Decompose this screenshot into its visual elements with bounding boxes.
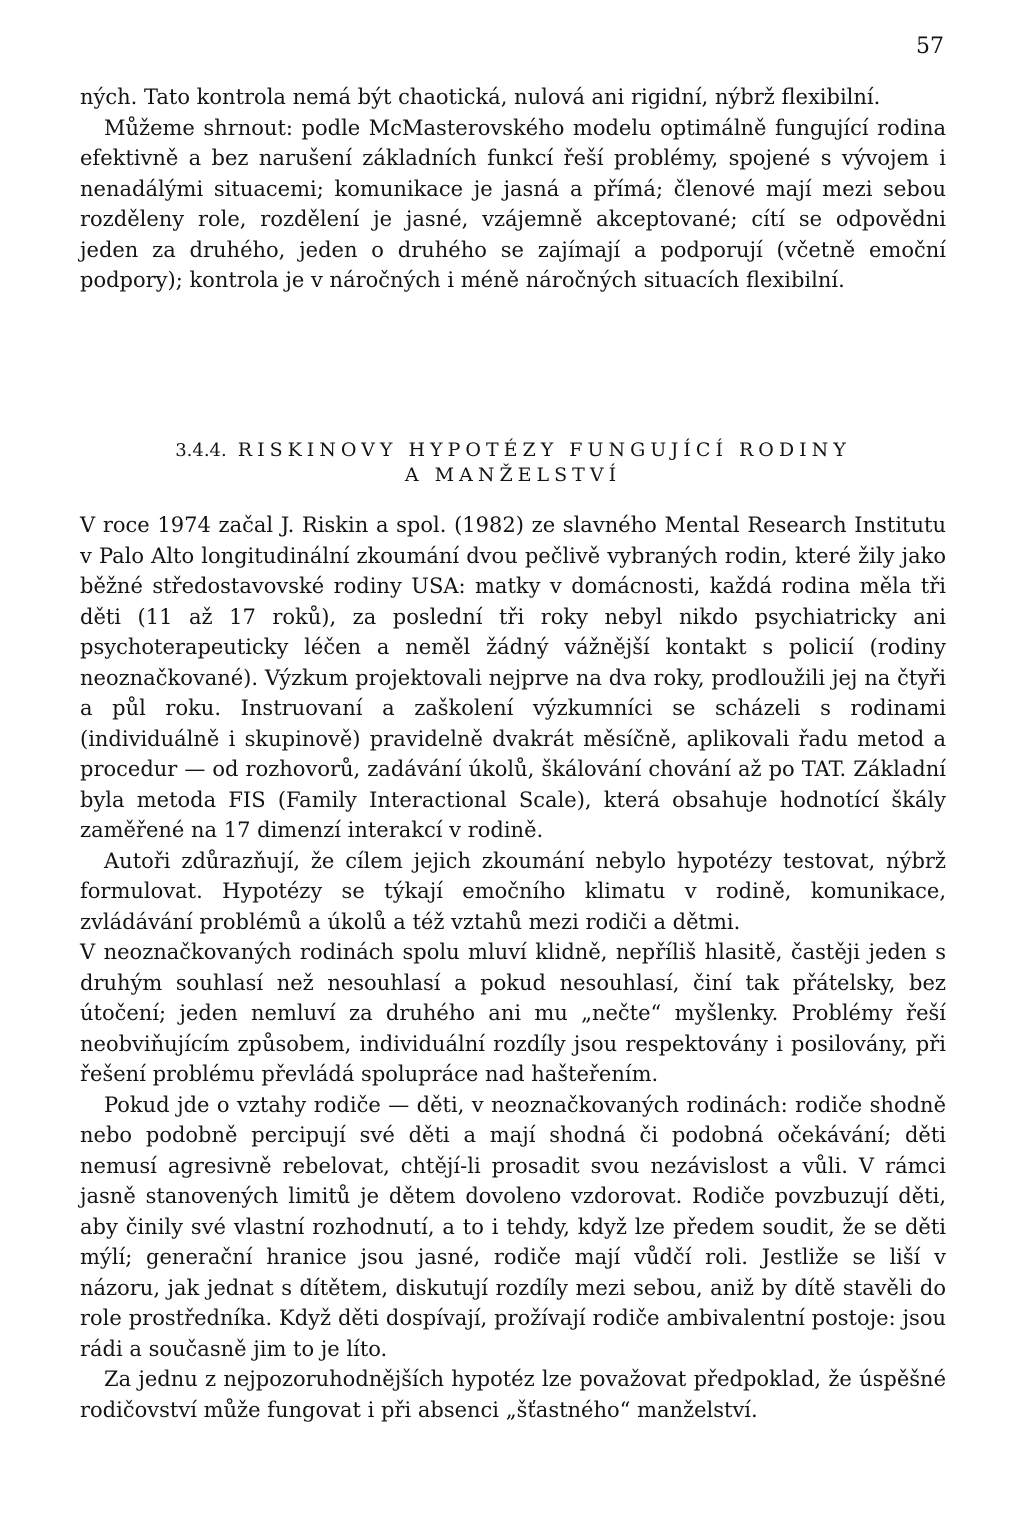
paragraph: V roce 1974 začal J. Riskin a spol. (1982) ze slavného Mental Research Institutu v Palo Alto longitudinální zkoumání dvou pečlivě vybraných rodin, které žily jako běžné středostavovské rodiny USA: matky v domácnosti, každá rodina měla tři děti (11 až 17 roků), za poslední tři roky nebyl nikdo psychiatricky ani psychoterapeuticky léčen a neměl žádný vážnější kontakt s policií (rodiny neoznačkované). Výzkum projektovali nejprve na dva roky, prodloužili jej na čtyři a půl roku. Instruovaní a zaškolení výzkumníci se scházeli s rodinami (individuálně i skupinově) pravidelně dvakrát měsíčně, aplikovali řadu metod a procedur — od rozhovorů, zadávání úkolů, škálování chování až po TAT. Základní byla metoda FIS (Family Interactional Scale), která obsahuje hodnotící škály zaměřené na 17 dimenzí interakcí v rodině. [80,513,946,842]
section-heading-line-1 [80,438,946,463]
paragraph: Za jednu z nejpozoruhodnějších hypotéz lze považovat předpoklad, že úspěšné rodičovství může fungovat i při absenci „šťastného“ manželství. [80,1367,946,1422]
section-title-line-1: RISKINOVY HYPOTÉZY FUNGUJÍCÍ RODINY [237,439,851,461]
paragraph: Můžeme shrnout: podle McMasterovského modelu optimálně fungující rodina efektivně a bez narušení základních funkcí řeší problémy, spojené s vývojem i nenadálými situacemi; komunikace je jasná a přímá; členové mají mezi sebou rozděleny role, rozdělení je jasné, vzájemně akceptované; cítí se odpovědni jeden za druhého, jeden o druhého se zajímají a podporují (včetně emoční podpory); kontrola je v náročných i méně náročných situacích flexibilní. [80,115,946,292]
paragraph: Autoři zdůrazňují, že cílem jejich zkoumání nebylo hypotézy testovat, nýbrž formulovat. Hypotézy se týkají emočního klimatu v rodině, komunikace, zvládávání problémů a úkolů a též vztahů mezi rodiči a dětmi. [80,848,946,934]
continuation-text-block [80,82,946,296]
section-body [80,510,946,1425]
page-number: 57 [916,34,944,59]
section-number: 3.4.4. [175,440,227,461]
paragraph: V neoznačkovaných rodinách spolu mluví klidně, nepříliš hlasitě, častěji jeden s druhým souhlasí než nesouhlasí a pokud nesouhlasí, činí tak přátelsky, bez útočení; jeden nemluví za druhého ani mu „nečte“ myšlenky. Problémy řeší neobviňujícím způsobem, individuální rozdíly jsou respektovány i posilovány, při řešení problému převládá spolupráce nad hašteřením. [80,940,946,1086]
paragraph: Pokud jde o vztahy rodiče — děti, v neoznačkovaných rodinách: rodiče shodně nebo podobně percipují své děti a mají shodná či podobná očekávání; děti nemusí agresivně rebelovat, chtějí-li prosadit svou nezávislost a vůli. V rámci jasně stanovených limitů je dětem dovoleno vzdorovat. Rodiče povzbuzují děti, aby činily své vlastní rozhodnutí, a to i tehdy, když lze předem soudit, že se děti mýlí; generační hranice jsou jasné, rodiče mají vůdčí roli. Jestliže se liší v názoru, jak jednat s dítětem, diskutují rozdíly mezi sebou, aniž by dítě stavěli do role prostředníka. Když děti dospívají, prožívají rodiče ambivalentní postoje: jsou rádi a současně jim to je líto. [80,1092,946,1361]
section-heading [80,438,946,488]
section-title-line-2: A MANŽELSTVÍ [404,464,622,486]
paragraph: ných. Tato kontrola nemá být chaotická, nulová ani rigidní, nýbrž flexibilní. [80,85,881,109]
